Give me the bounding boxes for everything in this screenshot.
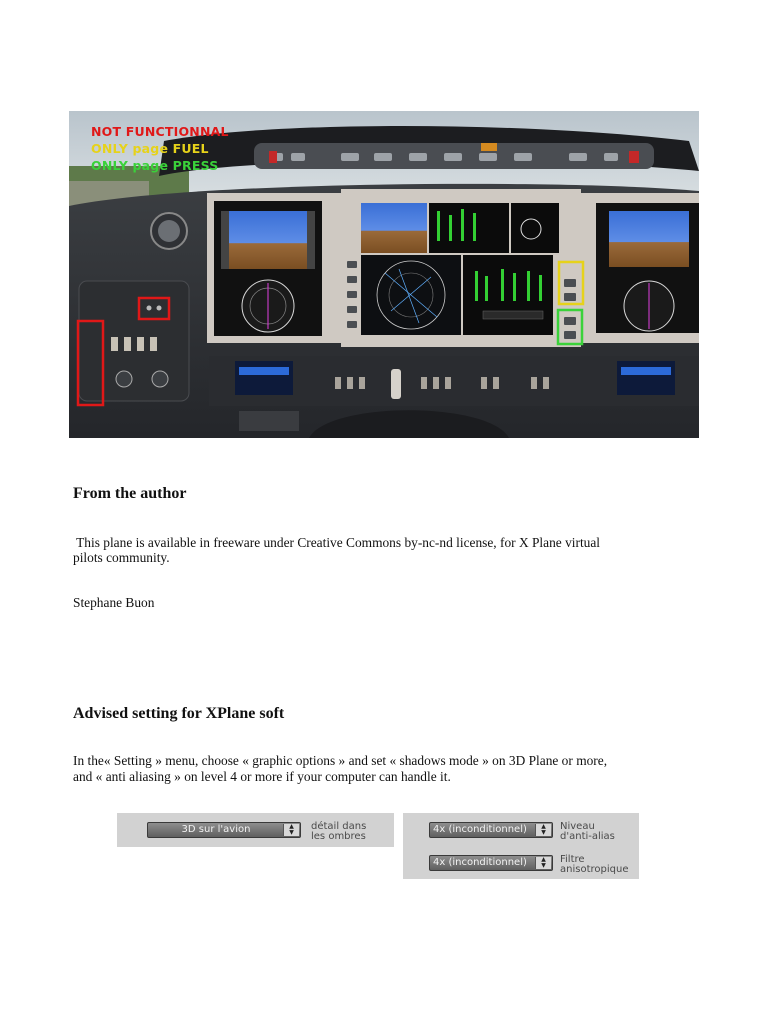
settings-text-line2: and « anti aliasing » on level 4 or more if your computer can handle it. bbox=[73, 769, 451, 784]
legend-fuel-only: ONLY page FUEL bbox=[91, 141, 209, 156]
author-heading: From the author bbox=[73, 485, 187, 502]
antialias-level-value: 4x (inconditionnel) bbox=[433, 824, 527, 835]
author-signature: Stephane Buon bbox=[73, 595, 155, 610]
antialias-level-select[interactable] bbox=[429, 822, 553, 838]
shadows-detail-value: 3D sur l'avion bbox=[181, 824, 251, 835]
legend-not-functional: NOT FUNCTIONNAL bbox=[91, 124, 229, 139]
author-text-line1: This plane is available in freeware under Creative Commons by-nc-nd license, for X Plane virtual bbox=[73, 535, 601, 550]
select-arrows-icon: ▲ ▼ bbox=[535, 824, 551, 836]
settings-text-line1: In the« Setting » menu, choose « graphic options » and set « shadows mode » on 3D Plane or more, bbox=[73, 753, 608, 768]
legend-press-only: ONLY page PRESS bbox=[91, 158, 219, 173]
select-arrows-icon: ▲ ▼ bbox=[283, 824, 299, 836]
anisotropic-filter-label-line2: anisotropique bbox=[560, 864, 629, 875]
antialias-level-label-line2: d'anti-alias bbox=[560, 831, 615, 842]
shadows-detail-label-line2: les ombres bbox=[311, 831, 366, 842]
author-text-line2: pilots community. bbox=[73, 550, 170, 565]
shadows-settings-panel bbox=[117, 813, 394, 847]
image-legend bbox=[91, 123, 229, 174]
anisotropic-filter-label-line1: Filtre bbox=[560, 854, 585, 865]
cockpit-image bbox=[69, 111, 699, 438]
antialias-settings-panel bbox=[403, 813, 639, 879]
anisotropic-filter-value: 4x (inconditionnel) bbox=[433, 857, 527, 868]
settings-heading: Advised setting for XPlane soft bbox=[73, 705, 285, 722]
shadows-detail-select[interactable] bbox=[147, 822, 301, 838]
shadows-detail-label-line1: détail dans bbox=[311, 821, 367, 832]
anisotropic-filter-select[interactable] bbox=[429, 855, 553, 871]
antialias-level-label-line1: Niveau bbox=[560, 821, 595, 832]
select-arrows-icon: ▲ ▼ bbox=[535, 857, 551, 869]
